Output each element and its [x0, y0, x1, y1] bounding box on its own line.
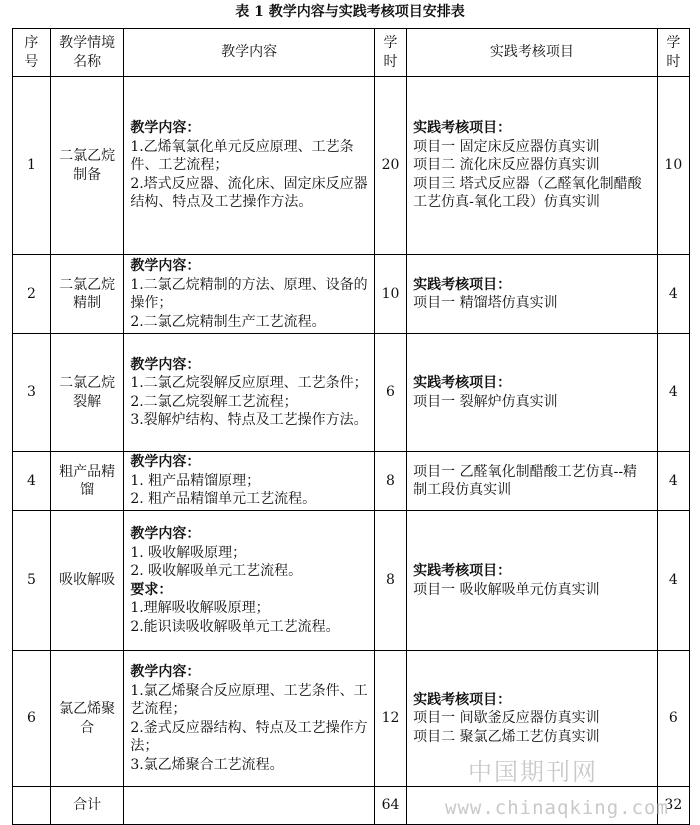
header-hours: 学时	[374, 29, 406, 77]
content-line: 1. 粗产品精馏原理；	[130, 472, 261, 489]
total-empty	[13, 787, 51, 825]
content-label: 教学内容：	[130, 664, 201, 680]
content-label: 教学内容：	[130, 120, 201, 137]
practice-line: 项目一 间歇釜反应器仿真实训	[413, 710, 600, 727]
practice-line: 项目一 精馏塔仿真实训	[413, 295, 558, 311]
row-situation: 二氯乙烷精制	[50, 255, 123, 334]
row-seq: 2	[13, 255, 51, 334]
row-practice-hours: 4	[657, 452, 689, 511]
row-practice	[407, 255, 658, 334]
content-line: 1.氯乙烯聚合反应原理、工艺条件、工艺流程；	[130, 682, 368, 717]
row-content	[124, 651, 375, 787]
practice-line: 项目二 流化床反应器仿真实训	[413, 157, 600, 174]
watermark-cn: 中国期刊网	[468, 758, 598, 786]
row-hours: 6	[374, 334, 406, 452]
row-seq: 5	[13, 511, 51, 651]
row-hours: 10	[374, 255, 406, 334]
practice-line: 项目一 乙醛氧化制醋酸工艺仿真--精制工段仿真实训	[413, 463, 638, 498]
row-practice	[407, 511, 658, 651]
row-practice-hours: 4	[657, 334, 689, 452]
row-practice-hours: 10	[657, 77, 689, 255]
practice-label: 实践考核项目：	[413, 375, 512, 391]
row-practice	[407, 334, 658, 452]
row-situation: 粗产品精馏	[50, 452, 123, 511]
practice-label: 实践考核项目：	[413, 691, 512, 708]
practice-label: 实践考核项目：	[413, 563, 512, 579]
content-label: 教学内容：	[130, 454, 201, 471]
row-practice	[407, 452, 658, 511]
header-content: 教学内容	[124, 29, 375, 77]
header-row	[13, 29, 690, 77]
table-row	[13, 452, 690, 511]
practice-line: 项目二 聚氯乙烯工艺仿真实训	[413, 728, 600, 745]
practice-line: 项目一 裂解炉仿真实训	[413, 393, 558, 410]
row-seq: 1	[13, 77, 51, 255]
row-content	[124, 77, 375, 255]
row-situation: 吸收解吸	[50, 511, 123, 651]
content-line: 1.二氯乙烷精制的方法、原理、设备的操作；	[130, 276, 368, 311]
row-practice-hours: 4	[657, 255, 689, 334]
content-line: 2.二氯乙烷精制生产工艺流程。	[130, 313, 326, 330]
table-row	[13, 334, 690, 452]
practice-label: 实践考核项目：	[413, 276, 512, 293]
row-content	[124, 511, 375, 651]
table-row	[13, 511, 690, 651]
total-content-empty	[124, 787, 375, 825]
row-hours: 8	[374, 452, 406, 511]
content-label: 教学内容：	[130, 258, 201, 274]
requirement-line: 1.理解吸收解吸原理；	[130, 600, 270, 616]
row-content	[124, 334, 375, 452]
table-caption: 表 1 教学内容与实践考核项目安排表	[235, 4, 465, 20]
row-content	[124, 255, 375, 334]
practice-line: 项目一 固定床反应器仿真实训	[413, 138, 600, 155]
row-situation: 二氯乙烷裂解	[50, 334, 123, 452]
table-row	[13, 77, 690, 255]
header-situation: 教学情境名称	[50, 29, 123, 77]
content-label: 教学内容：	[130, 356, 201, 373]
row-seq: 3	[13, 334, 51, 452]
total-hours: 64	[374, 787, 406, 825]
schedule-table	[12, 28, 690, 825]
content-line: 2.釜式反应器结构、特点及工艺操作方法；	[130, 719, 368, 754]
content-line: 2.塔式反应器、流化床、固定床反应器结构、特点及工艺操作方法。	[130, 175, 368, 211]
row-hours: 8	[374, 511, 406, 651]
content-label: 教学内容：	[130, 526, 201, 542]
content-line: 2. 粗产品精馏单元工艺流程。	[130, 491, 317, 508]
content-line: 2.二氯乙烷裂解工艺流程；	[130, 393, 298, 410]
content-line: 3.氯乙烯聚合工艺流程。	[130, 756, 284, 773]
row-seq: 4	[13, 452, 51, 511]
header-practice: 实践考核项目	[407, 29, 658, 77]
watermark-url: www.chinaqking.com	[445, 797, 669, 819]
requirement-label: 要求：	[130, 581, 173, 598]
requirement-line: 2.能识读吸收解吸单元工艺流程。	[130, 618, 340, 635]
row-content	[124, 452, 375, 511]
total-label: 合计	[50, 787, 123, 825]
row-practice-hours: 6	[657, 651, 689, 787]
content-line: 1.乙烯氧氯化单元反应原理、工艺条件、工艺流程；	[130, 138, 354, 174]
practice-line: 项目三 塔式反应器（乙醛氧化制醋酸工艺仿真-氧化工段）仿真实训	[413, 175, 642, 211]
content-line: 3.裂解炉结构、特点及工艺操作方法。	[130, 412, 368, 428]
row-practice	[407, 77, 658, 255]
content-line: 1. 吸收解吸原理；	[130, 544, 247, 561]
row-seq: 6	[13, 651, 51, 787]
row-hours: 12	[374, 651, 406, 787]
row-practice-hours: 4	[657, 511, 689, 651]
row-situation: 氯乙烯聚合	[50, 651, 123, 787]
row-hours: 20	[374, 77, 406, 255]
table-row	[13, 255, 690, 334]
total-practice-hours: 32	[657, 787, 689, 825]
content-line: 1.二氯乙烷裂解反应原理、工艺条件；	[130, 375, 368, 391]
header-practice-hours: 学时	[657, 29, 689, 77]
content-line: 2. 吸收解吸单元工艺流程。	[130, 563, 303, 579]
practice-label: 实践考核项目：	[413, 120, 512, 137]
header-seq: 序号	[13, 29, 51, 77]
row-situation: 二氯乙烷制备	[50, 77, 123, 255]
practice-line: 项目一 吸收解吸单元仿真实训	[413, 581, 600, 598]
